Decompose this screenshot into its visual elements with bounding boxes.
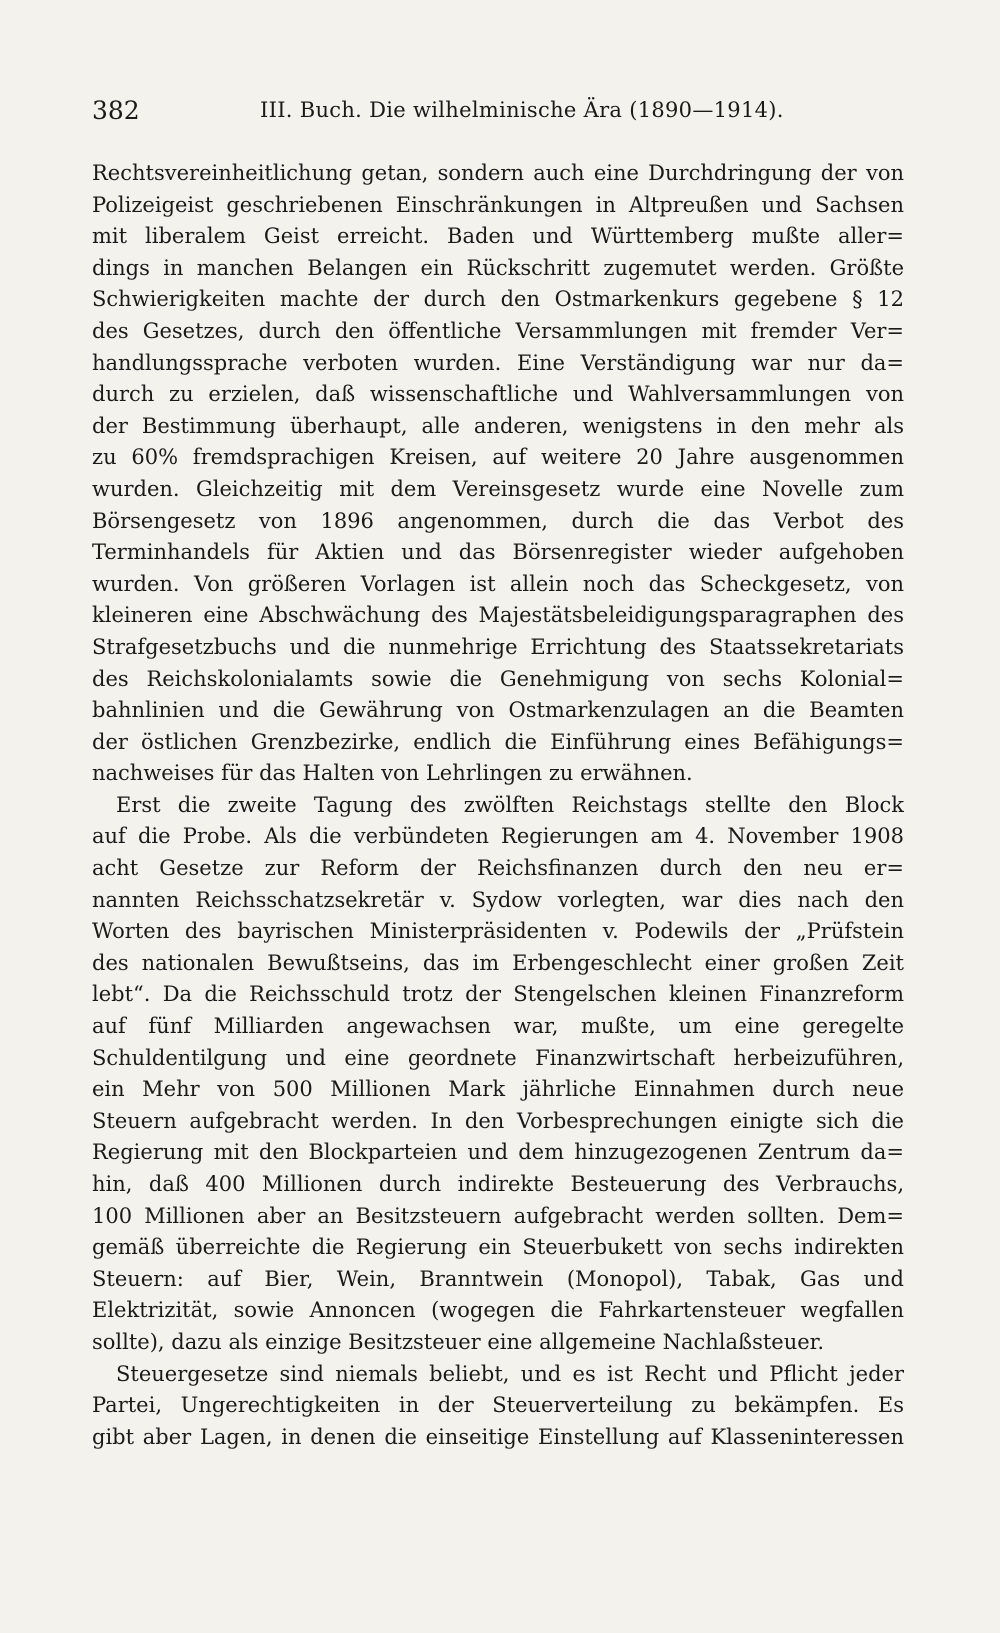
text-line: des Gesetzes, durch den öffentliche Versammlungen mit fremder Ver= — [92, 318, 904, 343]
text-line: Regierung mit den Blockparteien und dem hinzugezogenen Zentrum da= — [92, 1140, 904, 1165]
text-line: 100 Millionen aber an Besitzsteuern aufgebracht werden sollten. Dem= — [92, 1203, 904, 1228]
text-line: hin, daß 400 Millionen durch indirekte Besteuerung des Verbrauchs, — [92, 1172, 904, 1196]
text-line: Steuergesetze sind niemals beliebt, und es ist Recht und Pflicht jeder — [116, 1361, 904, 1386]
page-number: 382 — [92, 96, 140, 125]
text-line: bahnlinien und die Gewährung von Ostmarkenzulagen an die Beamten — [92, 698, 904, 723]
text-line: ein Mehr von 500 Millionen Mark jährliche Einnahmen durch neue — [92, 1077, 904, 1102]
text-line: auf fünf Milliarden angewachsen war, mußte, um eine geregelte — [92, 1014, 904, 1039]
text-line: Rechtsvereinheitlichung getan, sondern auch eine Durchdringung der von — [92, 161, 904, 185]
text-line: Worten des bayrischen Ministerpräsidenten v. Podewils der „Prüfstein — [92, 919, 904, 944]
text-line: nachweises für das Halten von Lehrlingen zu erwähnen. — [92, 761, 693, 786]
text-line: kleineren eine Abschwächung des Majestätsbeleidigungsparagraphen des — [92, 603, 904, 628]
text-line: mit liberalem Geist erreicht. Baden und Württemberg mußte aller= — [92, 224, 904, 249]
text-line: Terminhandels für Aktien und das Börsenregister wieder aufgehoben — [92, 540, 904, 565]
text-line: Partei, Ungerechtigkeiten in der Steuerverteilung zu bekämpfen. Es — [92, 1393, 904, 1418]
running-head: III. Buch. Die wilhelminische Ära (1890—1914). — [260, 98, 784, 122]
text-line: dings in manchen Belangen ein Rückschritt zugemutet werden. Größte — [92, 255, 904, 280]
text-line: acht Gesetze zur Reform der Reichsfinanzen durch den neu er= — [92, 856, 904, 881]
text-line: nannten Reichsschatzsekretär v. Sydow vorlegten, war dies nach den — [92, 887, 904, 912]
text-line: Polizeigeist geschriebenen Einschränkungen in Altpreußen und Sachsen — [92, 192, 904, 217]
text-line: Schuldentilgung und eine geordnete Finanzwirtschaft herbeizuführen, — [92, 1045, 904, 1070]
text-line: handlungssprache verboten wurden. Eine Verständigung war nur da= — [92, 350, 904, 375]
text-line: des nationalen Bewußtseins, das im Erbengeschlecht einer großen Zeit — [92, 950, 904, 975]
text-line: gibt aber Lagen, in denen die einseitige Einstellung auf Klasseninteressen — [92, 1424, 904, 1449]
text-line: zu 60% fremdsprachigen Kreisen, auf weitere 20 Jahre ausgenommen — [92, 445, 904, 470]
text-line: Steuern: auf Bier, Wein, Branntwein (Monopol), Tabak, Gas und — [92, 1266, 904, 1291]
text-line: Steuern aufgebracht werden. In den Vorbesprechungen einigte sich die — [92, 1108, 904, 1133]
text-line: Erst die zweite Tagung des zwölften Reichstags stellte den Block — [116, 792, 904, 817]
text-line: des Reichskolonialamts sowie die Genehmigung von sechs Kolonial= — [92, 666, 904, 691]
text-line: sollte), dazu als einzige Besitzsteuer eine allgemeine Nachlaßsteuer. — [92, 1329, 825, 1354]
text-line: Strafgesetzbuchs und die nunmehrige Errichtung des Staatssekretariats — [92, 634, 904, 659]
text-line: Schwierigkeiten machte der durch den Ostmarkenkurs gegebene § 12 — [92, 287, 904, 312]
text-line: auf die Probe. Als die verbündeten Regierungen am 4. November 1908 — [92, 824, 904, 849]
page-header — [92, 96, 912, 136]
text-line: der östlichen Grenzbezirke, endlich die Einführung eines Befähigungs= — [92, 729, 904, 754]
text-line: Elektrizität, sowie Annoncen (wogegen die Fahrkartensteuer wegfallen — [92, 1298, 904, 1323]
text-line: Börsengesetz von 1896 angenommen, durch die das Verbot des — [92, 508, 904, 533]
text-line: lebt“. Da die Reichsschuld trotz der Stengelschen kleinen Finanzreform — [92, 982, 904, 1007]
text-line: wurden. Gleichzeitig mit dem Vereinsgesetz wurde eine Novelle zum — [92, 476, 904, 501]
text-line: durch zu erzielen, daß wissenschaftliche und Wahlversammlungen von — [92, 382, 904, 407]
text-line: gemäß überreichte die Regierung ein Steuerbukett von sechs indirekten — [92, 1235, 904, 1260]
body-text — [92, 158, 904, 1453]
text-line: wurden. Von größeren Vorlagen ist allein noch das Scheckgesetz, von — [92, 571, 904, 596]
text-line: der Bestimmung überhaupt, alle anderen, wenigstens in den mehr als — [92, 413, 904, 438]
